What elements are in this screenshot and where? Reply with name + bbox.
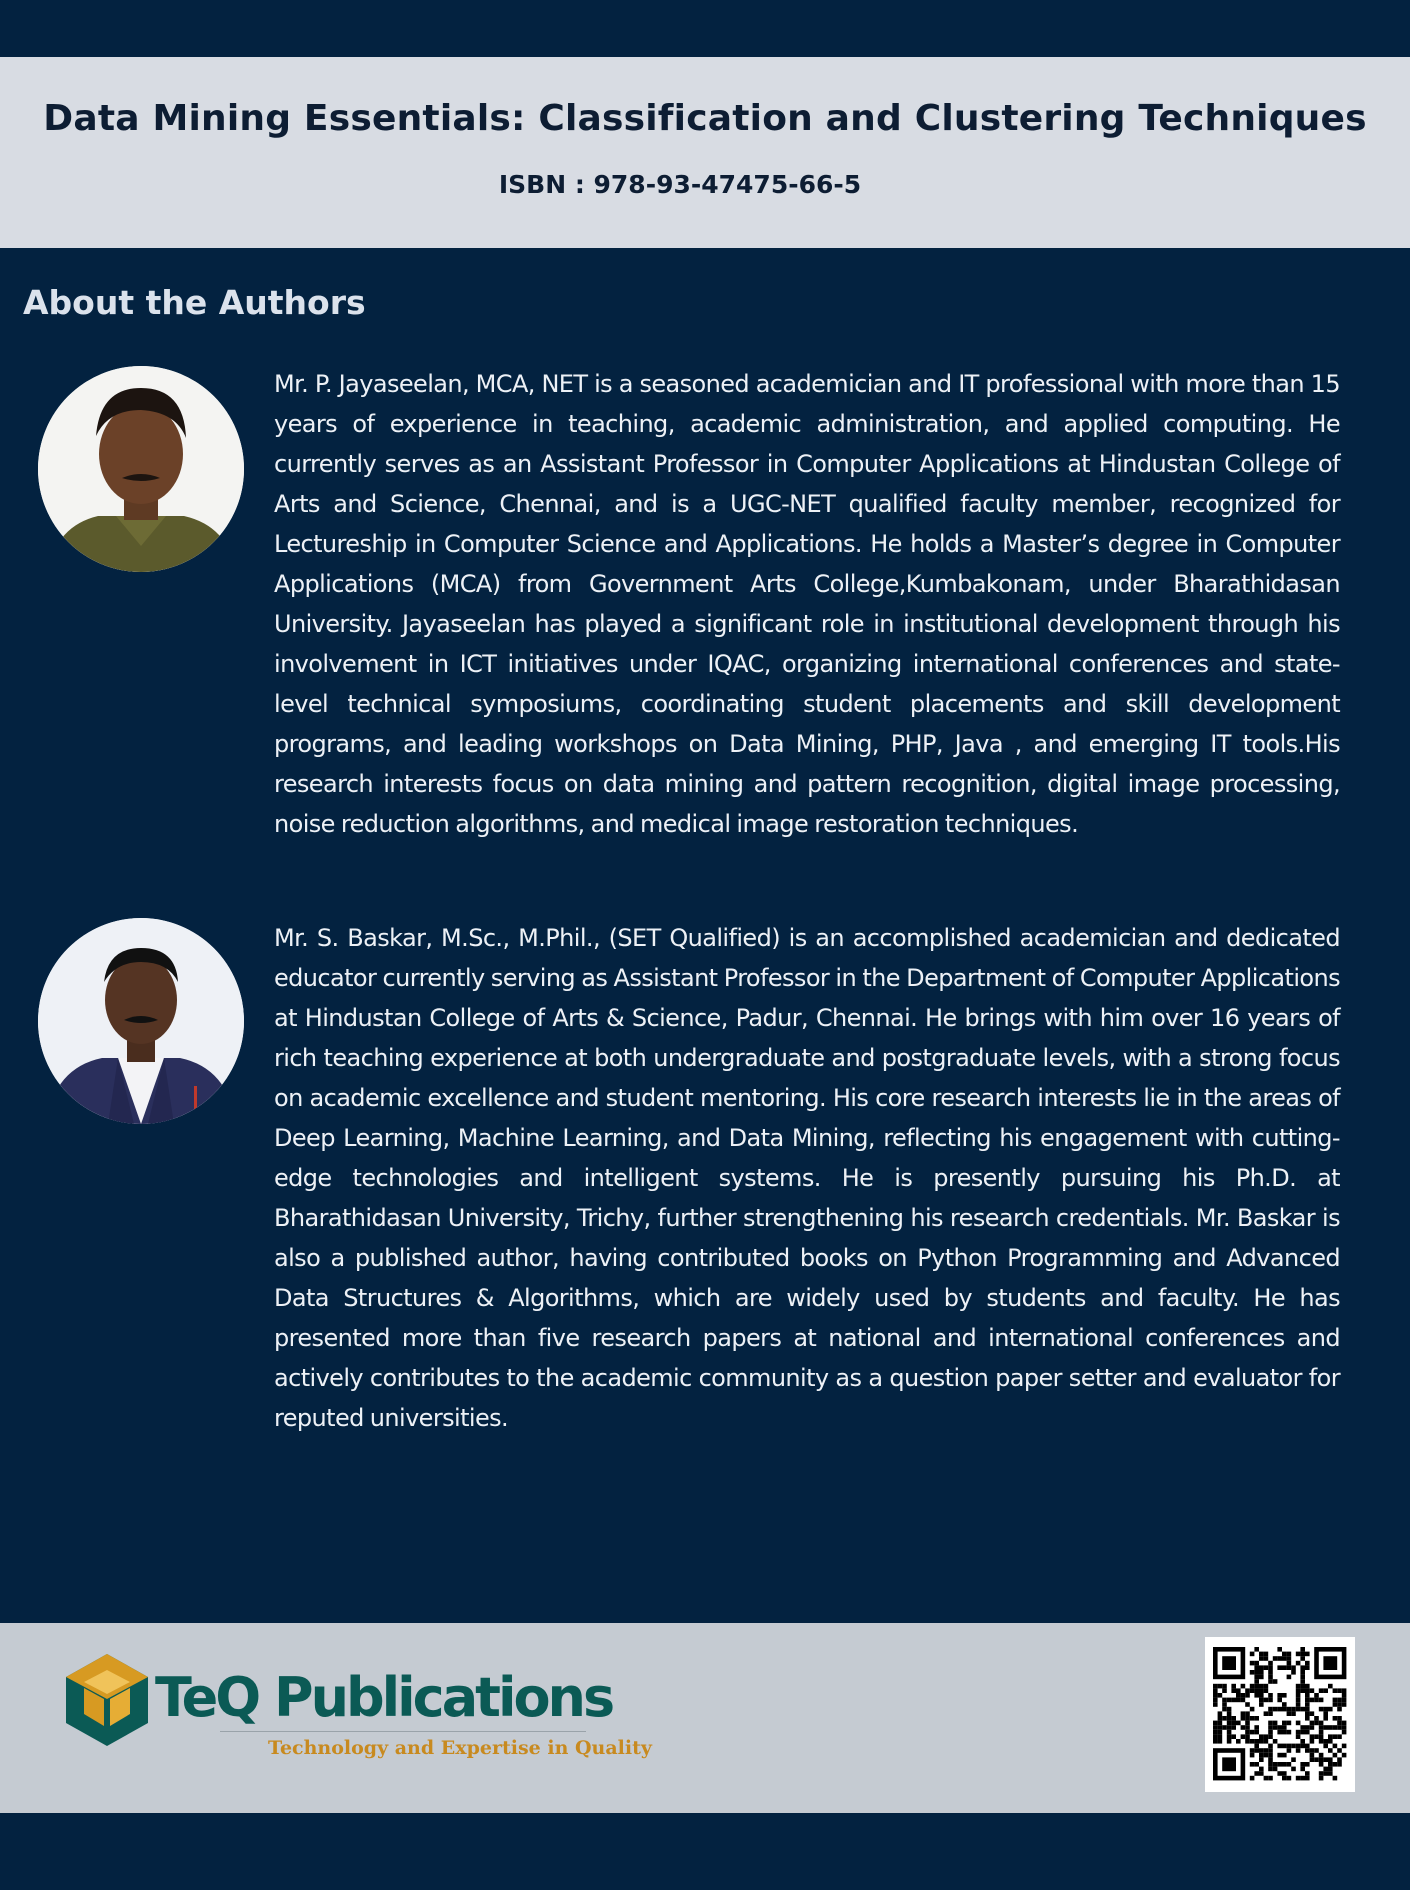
hexagon-cube-logo-icon <box>64 1652 150 1748</box>
logo-divider <box>220 1731 586 1732</box>
publisher-name: TeQ Publications <box>155 1666 613 1729</box>
publisher-tagline: Technology and Expertise in Quality <box>268 1737 652 1759</box>
author-portrait-icon <box>38 366 244 572</box>
header-band <box>0 57 1410 248</box>
isbn: ISBN : 978-93-47475-66-5 <box>498 170 862 199</box>
author-1-photo <box>38 366 244 572</box>
qr-code-icon <box>1205 1637 1355 1792</box>
author-2-photo <box>38 918 244 1124</box>
author-portrait-icon <box>38 918 244 1124</box>
section-heading: About the Authors <box>23 283 366 322</box>
book-title: Data Mining Essentials: Classification and Clustering Techniques <box>43 98 1367 139</box>
author-2-bio: Mr. S. Baskar, M.Sc., M.Phil., (SET Qualified) is an accomplished academician and dedicated educator currently serving as Assistant Professor in the Department of Computer Applications at Hindustan College of Arts & Science, Padur, Chennai. He brings with him over 16 years of rich teaching experience at both undergraduate and postgraduate levels, with a strong focus on academic excellence and student mentoring. His core research interests lie in the areas of Deep Learning, Machine Learning, and Data Mining, reflecting his engagement with cutting-edge technologies and intelligent systems. He is presently pursuing his Ph.D. at Bharathidasan University, Trichy, further strengthening his research credentials. Mr. Baskar is also a published author, having contributed books on Python Programming and Advanced Data Structures & Algorithms, which are widely used by students and faculty. He has presented more than five research papers at national and international conferences and actively contributes to the academic community as a question paper setter and evaluator for reputed universities. <box>274 924 1340 1432</box>
author-1-bio: Mr. P. Jayaseelan, MCA, NET is a seasoned academician and IT professional with more than 15 years of experience in teaching, academic administration, and applied computing. He currently serves as an Assistant Professor in Computer Applications at Hindustan College of Arts and Science, Chennai, and is a UGC-NET qualified faculty member, recognized for Lectureship in Computer Science and Applications. He holds a Master’s degree in Computer Applications (MCA) from Government Arts College,Kumbakonam, under Bharathidasan University. Jayaseelan has played a significant role in institutional development through his involvement in ICT initiatives under IQAC, organizing international conferences and state-level technical symposiums, coordinating student placements and skill development programs, and leading workshops on Data Mining, PHP, Java , and emerging IT tools.His research interests focus on data mining and pattern recognition, digital image processing, noise reduction algorithms, and medical image restoration techniques. <box>274 370 1340 838</box>
